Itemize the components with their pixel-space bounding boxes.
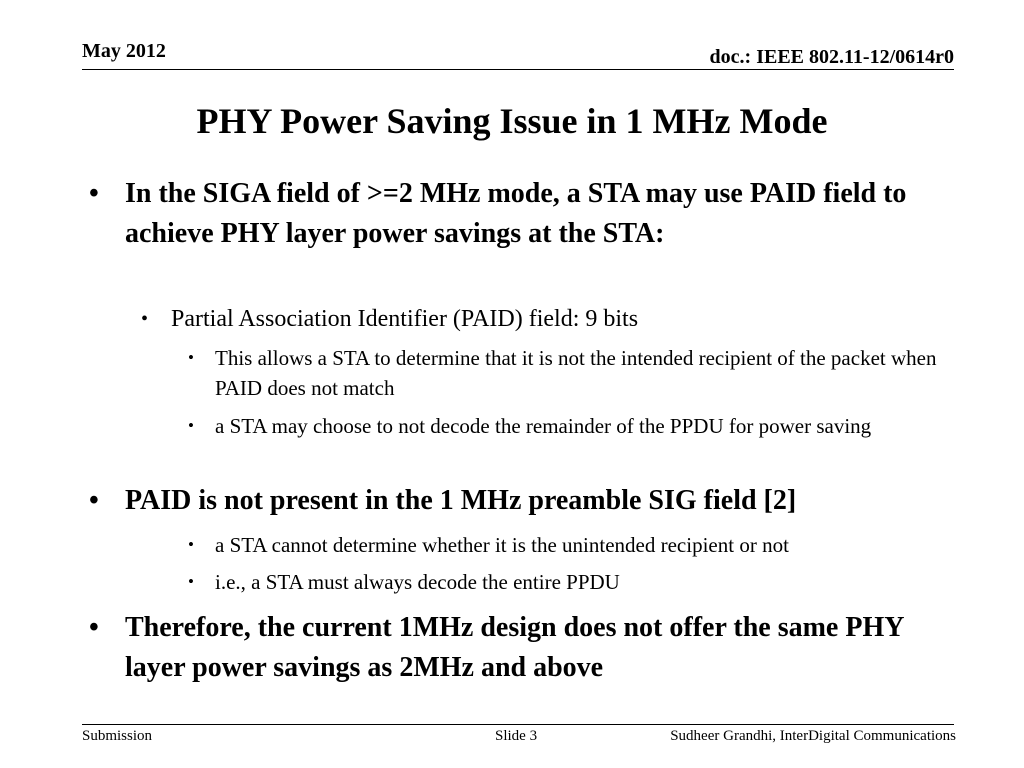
bullet-text: i.e., a STA must always decode the entire PPDU (215, 570, 620, 594)
bullet-item (89, 608, 925, 688)
footer-slide-number: Slide 3 (495, 728, 538, 744)
bullet-item (141, 304, 931, 334)
footer-submission: Submission (82, 728, 153, 744)
bullet-marker: • (188, 348, 194, 367)
bullet-item (188, 343, 945, 403)
bullet-marker: • (141, 308, 149, 330)
footer-author: Sudheer Grandhi, InterDigital Communications (670, 728, 956, 744)
header-date: May 2012 (82, 40, 166, 62)
bullet-text: a STA cannot determine whether it is the unintended recipient or not (215, 533, 789, 557)
bullet-item (188, 530, 945, 560)
bullet-text: a STA may choose to not decode the remainder of the PPDU for power saving (215, 414, 872, 438)
bullet-item (188, 567, 945, 597)
header-doc-id: doc.: IEEE 802.11-12/0614r0 (709, 46, 954, 68)
bullet-marker: • (188, 535, 194, 554)
bullet-text: Therefore, the current 1MHz design does not offer the same PHY layer power savings as 2MHz and above (125, 612, 904, 683)
bullet-marker: • (89, 612, 99, 643)
bullet-item (89, 174, 925, 254)
bullet-marker: • (188, 572, 194, 591)
bullet-marker: • (89, 485, 99, 516)
bullet-item (188, 411, 945, 441)
bullet-item (89, 481, 925, 521)
slide-title: PHY Power Saving Issue in 1 MHz Mode (196, 101, 828, 141)
bullet-marker: • (188, 416, 194, 435)
footer-divider (82, 724, 954, 725)
bullet-text: PAID is not present in the 1 MHz preamble SIG field [2] (125, 485, 797, 516)
bullet-text: This allows a STA to determine that it is not the intended recipient of the packet when PAID does not match (215, 346, 937, 400)
bullet-text: In the SIGA field of >=2 MHz mode, a STA may use PAID field to achieve PHY layer power savings at the STA: (125, 178, 907, 249)
bullet-text: Partial Association Identifier (PAID) field: 9 bits (171, 306, 639, 332)
bullet-marker: • (89, 178, 99, 209)
